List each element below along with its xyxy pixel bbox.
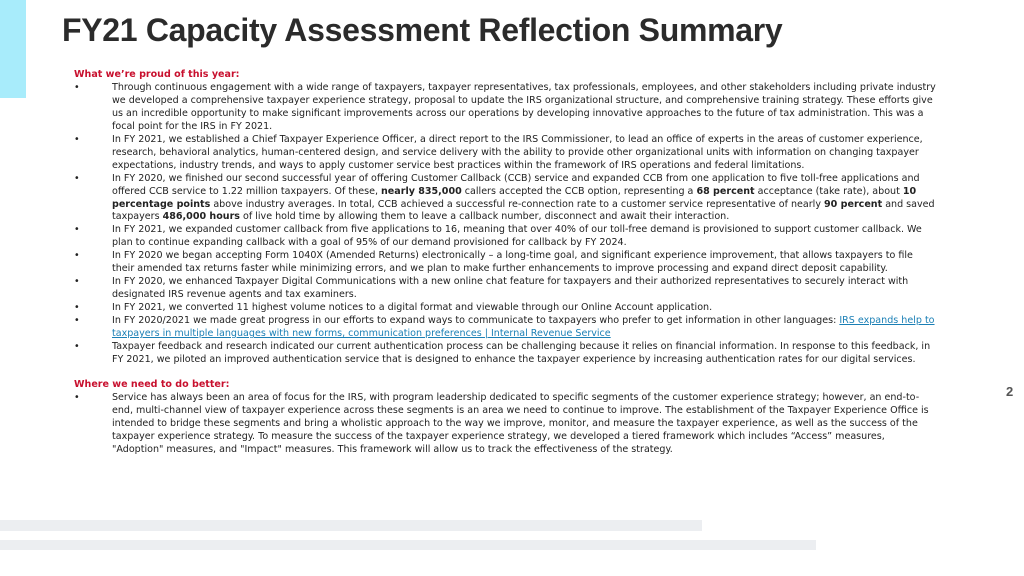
list-item: • In FY 2021, we converted 11 highest volume notices to a digital format and viewable through our Online Account application. bbox=[74, 302, 938, 315]
list-item: • In FY 2020 we began accepting Form 1040X (Amended Returns) electronically – a long-time goal, and significant experience improvement, that allows taxpayers to file their amended tax returns faster while minimizing errors, and we plan to make further enhancements to improve processing and expand direct deposit capability. bbox=[74, 250, 938, 276]
list-item: • Service has always been an area of focus for the IRS, with program leadership dedicated to specific segments of the customer experience strategy; however, an end-to-end, multi-channel view of taxpayer experience across these segments is an area we need to continue to improve. The establishment of the Taxpayer Experience Office is intended to bridge these segments and bring a wholistic approach to the way we improve, monitor, and measure the taxpayer experience, as well as the success of the taxpayer experience strategy. To measure the success of the taxpayer experience strategy, we developed a tiered framework which includes “Access” measures, "Adoption" measures, and "Impact" measures. This framework will allow us to track the effectiveness of the strategy. bbox=[74, 392, 938, 457]
list-item: • In FY 2020, we enhanced Taxpayer Digital Communications with a new online chat feature for taxpayers and their authorized representatives to securely interact with designated IRS revenue agents and tax examiners. bbox=[74, 276, 938, 302]
list-item: • In FY 2021, we expanded customer callback from five applications to 16, meaning that over 40% of our toll-free demand is provisioned to support customer callback. We plan to continue expanding callback with a goal of 95% of our demand provisioned for callback by FY 2024. bbox=[74, 224, 938, 250]
list-item: • Through continuous engagement with a wide range of taxpayers, taxpayer representatives, tax professionals, employees, and other stakeholders including private industry we developed a comprehensive taxpayer experience strategy, proposal to update the IRS organizational structure, and comprehensive training strategy. These efforts give us an incredible opportunity to make significant improvements across our operations by developing innovative approaches to the future of tax administration. This was a focal point for the IRS in FY 2021. bbox=[74, 82, 938, 134]
better-list bbox=[74, 392, 938, 457]
list-item: • In FY 2021, we established a Chief Taxpayer Experience Officer, a direct report to the IRS Commissioner, to lead an office of experts in the areas of customer experience, research, behavioral analytics, human-centered design, and service delivery with the ability to provide other organizational units with information on changing taxpayer expectations, industry trends, and ways to apply customer service best practices within the framework of IRS operations and federal limitations. bbox=[74, 134, 938, 173]
accent-bar bbox=[0, 0, 26, 98]
list-item: • In FY 2020/2021 we made great progress in our efforts to expand ways to communicate to taxpayers who prefer to get information in other languages: IRS expands help to taxpayers in multiple languages with new forms, communication preferences | Internal Revenue Service bbox=[74, 315, 938, 341]
footer-band bbox=[0, 520, 702, 531]
slide-content bbox=[74, 69, 938, 457]
page-title: FY21 Capacity Assessment Reflection Summary bbox=[62, 12, 783, 48]
proud-list bbox=[74, 82, 938, 367]
page-number: 2 bbox=[1006, 384, 1014, 399]
list-item: • In FY 2020, we finished our second successful year of offering Customer Callback (CCB) service and expanded CCB from one application to five toll-free applications and offered CCB service to 1.22 million taxpayers. Of these, nearly 835,000 callers accepted the CCB option, representing a 68 percent acceptance (take rate), about 10 percentage points above industry averages. In total, CCB achieved a successful re-connection rate to a customer service representative of nearly 90 percent and saved taxpayers 486,000 hours of live hold time by allowing them to leave a callback number, disconnect and await their interaction. bbox=[74, 173, 938, 225]
irs-languages-link[interactable]: IRS expands help to taxpayers in multiple languages with new forms, communication preferences | Internal Revenue Service bbox=[112, 315, 935, 340]
footer-band bbox=[0, 540, 816, 550]
better-heading: Where we need to do better: bbox=[74, 379, 230, 391]
proud-heading: What we’re proud of this year: bbox=[74, 69, 240, 80]
list-item: • Taxpayer feedback and research indicated our current authentication process can be challenging because it relies on financial information. In response to this feedback, in FY 2021, we piloted an improved authentication service that is designed to enhance the taxpayer experience by increasing authentication rates for our digital services. bbox=[74, 341, 938, 367]
